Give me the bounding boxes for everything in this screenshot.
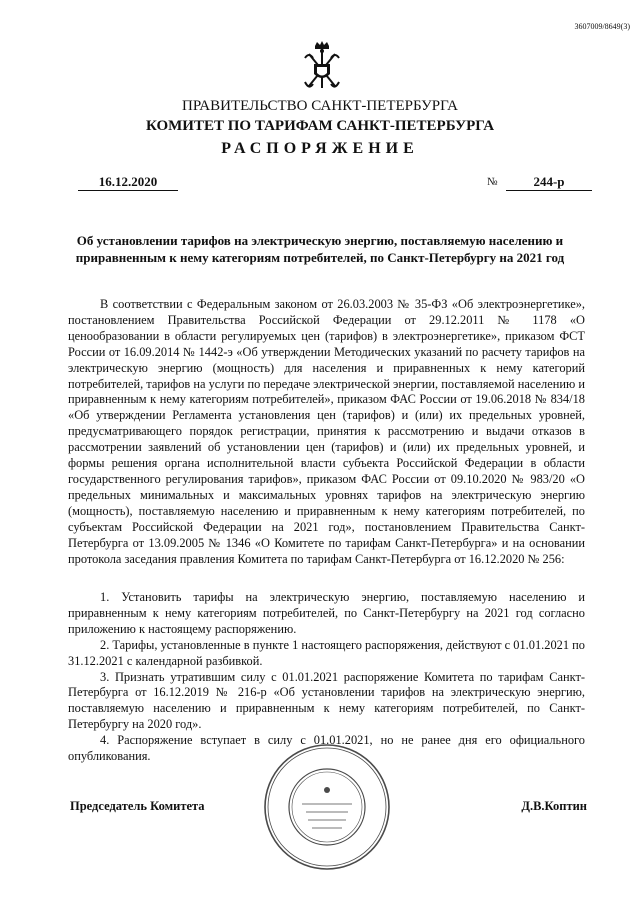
signatory-name: Д.В.Коптин [521,799,587,813]
document-type: РАСПОРЯЖЕНИЕ [221,140,419,157]
order-item-4: 4. Распоряжение вступает в силу с 01.01.2021, но не ранее дня его официального опубликования. [68,733,585,764]
preamble-text: В соответствии с Федеральным законом от 26.03.2003 № 35-ФЗ «Об электроэнергетике», постановлением Правительства Российской Федерации от 29.12.2011 № 1178 «О ценообразовании в области регулируемых цен (тарифов) в электроэнергетике», приказом ФСТ России от 16.09.2014 № 1442-э «Об утверждении Методических указаний по расчету тарифов на электрическую энергию (мощность) для населения и приравненных к нему категорий потребителей, тарифов на услуги по передаче электрической энергии, поставляемой населению и приравненным к нему категориям потребителей», приказом ФАС России от 19.06.2018 № 834/18 «Об утверждении Регламента установления цен (тарифов) и (или) их предельных уровней, предусматривающего порядок регистрации, принятия к рассмотрению и выдачи отказов в рассмотрении заявлений об установлении цен (тарифов) и (или) их предельных уровней, и формы решения органа исполнительной власти субъекта Российской Федерации в области государственного регулирования тарифов», приказом ФАС России от 09.10.2020 № 983/20 «О предельных минимальных и максимальных уровнях тарифов на электрическую энергию (мощность), поставляемую населению и приравненным к нему категориям потребителей, по субъектам Российской Федерации на 2021 год», постановлением Правительства Санкт-Петербурга от 13.09.2005 № 1346 «О Комитете по тарифам Санкт-Петербурга» и на основании протокола заседания правления Комитета по тарифам Санкт-Петербурга от 16.12.2020 № 256: [68,297,585,566]
signature-title: Председатель Комитета [70,799,205,813]
number-label: № [487,176,498,188]
preamble-block [68,297,585,567]
order-item-1: 1. Установить тарифы на электрическую энергию, поставляемую населению и приравненным к нему категориям потребителей, по Санкт-Петербургу на 2021 год согласно приложению к настоящему распоряжению. [68,590,585,636]
official-stamp-icon [262,742,392,872]
committee-name: КОМИТЕТ ПО ТАРИФАМ САНКТ-ПЕТЕРБУРГА [145,118,495,134]
government-name: ПРАВИТЕЛЬСТВО САНКТ-ПЕТЕРБУРГА [182,98,458,114]
document-date: 16.12.2020 [78,174,178,191]
document-heading: Об установлении тарифов на электрическую энергию, поставляемую населению и приравненным к нему категориям потребителей, по Санкт-Петербургу на 2021 год [75,233,565,265]
order-item-2: 2. Тарифы, установленные в пункте 1 настоящего распоряжения, действуют с 01.01.2021 по 31.12.2021 с календарной разбивкой. [68,637,585,668]
coat-of-arms-icon [301,40,343,92]
order-item-3: 3. Признать утратившим силу с 01.01.2021 распоряжение Комитета по тарифам Санкт-Петербурга от 16.12.2019 № 216-р «Об установлении тарифов на электрическую энергию, поставляемую населению и приравненным к нему категориям потребителей, по Санкт-Петербургу на 2020 год». [68,669,585,732]
document-number: 244-р [506,174,592,191]
order-items [68,590,585,765]
document-id: 3607009/8649(3) [574,22,630,31]
